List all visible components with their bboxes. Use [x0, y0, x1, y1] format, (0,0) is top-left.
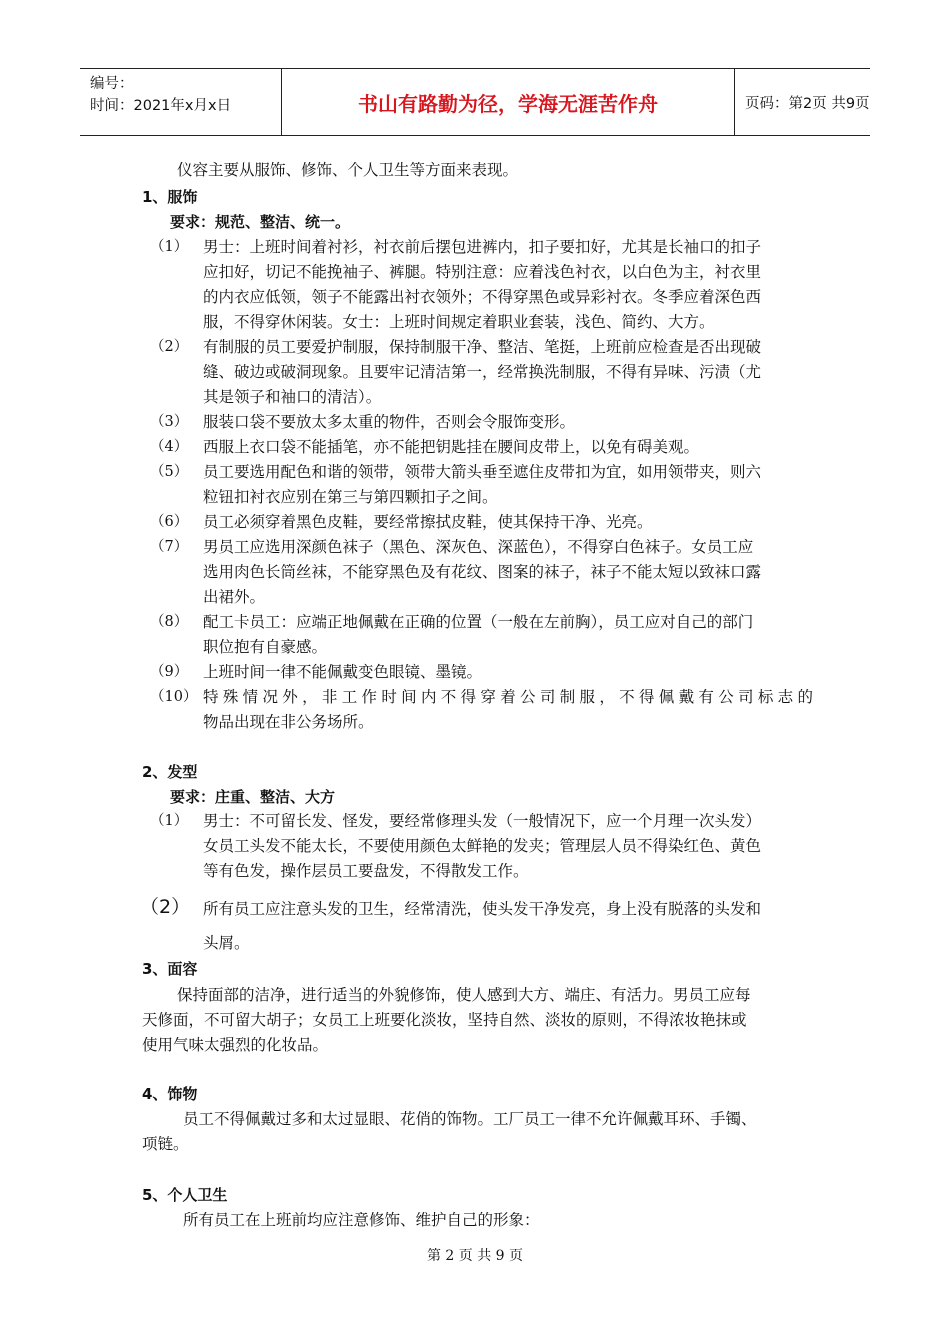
list-item-line: 其是领子和袖口的清洁）。 — [203, 388, 382, 406]
list-item-number: （2） — [150, 339, 189, 355]
section-5-title: 5、个人卫生 — [142, 1186, 228, 1204]
section-3-title: 3、面容 — [142, 960, 198, 978]
page-code: 页码：第2页 共9页 — [745, 95, 870, 112]
paragraph-line: 员工不得佩戴过多和太过显眼、花俏的饰物。工厂员工一律不允许佩戴耳环、手镯、 — [183, 1110, 757, 1128]
list-item-number: （5） — [150, 464, 189, 480]
list-item-line: 物品出现在非公务场所。 — [203, 713, 374, 731]
list-item-number: （3） — [150, 414, 189, 430]
list-item-number: （1） — [150, 813, 189, 829]
list-item-number: （4） — [150, 439, 189, 455]
list-item-line: 出裙外。 — [203, 588, 266, 606]
list-item-line: 男士：不可留长发、怪发，要经常修理头发（一般情况下，应一个月理一次头发） — [203, 812, 762, 830]
paragraph-line: 使用气味太强烈的化妆品。 — [142, 1036, 329, 1054]
list-item-line: 员工必须穿着黑色皮鞋，要经常擦拭皮鞋，使其保持干净、光亮。 — [203, 513, 653, 531]
header-meta — [80, 69, 282, 135]
document-header — [80, 68, 870, 136]
list-item-line: 女员工头发不能太长，不要使用颜色太鲜艳的发夹；管理层人员不得染红色、黄色 — [203, 837, 762, 855]
list-item-line — [203, 687, 813, 707]
list-item-line: 员工要选用配色和谐的领带，领带大箭头垂至遮住皮带扣为宜，如用领带夹，则六 — [203, 463, 762, 481]
list-item-line-justified: 特殊情况外，非工作时间内不得穿着公司制服，不得佩戴有公司标志的 — [203, 688, 813, 706]
list-item-number: （9） — [150, 664, 189, 680]
section-2-requirement: 要求：庄重、整洁、大方 — [170, 788, 336, 806]
paragraph-line: 保持面部的洁净，进行适当的外貌修饰，使人感到大方、端庄、有活力。男员工应每 — [177, 986, 751, 1004]
intro-text: 仪容主要从服饰、修饰、个人卫生等方面来表现。 — [177, 161, 519, 179]
paragraph-line: 天修面，不可留大胡子；女员工上班要化淡妆，坚持自然、淡妆的原则，不得浓妆艳抹或 — [142, 1011, 747, 1029]
list-item-line: 西服上衣口袋不能插笔，亦不能把钥匙挂在腰间皮带上，以免有碍美观。 — [203, 438, 700, 456]
list-item-line: 的内衣应低领，领子不能露出衬衣领外；不得穿黑色或异彩衬衣。冬季应着深色西 — [203, 288, 762, 306]
list-item-number: （8） — [150, 614, 189, 630]
list-item-line: 配工卡员工：应端正地佩戴在正确的位置（一般在左前胸），员工应对自己的部门 — [203, 613, 754, 631]
paragraph-line: 项链。 — [142, 1135, 189, 1153]
list-item-number: （7） — [150, 539, 189, 555]
list-item-number: （1） — [150, 239, 189, 255]
list-item-line: 所有员工应注意头发的卫生，经常清洗，使头发干净发亮，身上没有脱落的头发和 — [203, 900, 762, 918]
list-item-number: （2） — [140, 896, 191, 918]
section-4-title: 4、饰物 — [142, 1085, 198, 1103]
list-item-line: 男员工应选用深颜色袜子（黑色、深灰色、深蓝色），不得穿白色袜子。女员工应 — [203, 538, 754, 556]
list-item-line: 有制服的员工要爱护制服，保持制服干净、整洁、笔挺，上班前应检查是否出现破 — [203, 338, 762, 356]
list-item-number: （10） — [150, 689, 198, 705]
list-item-line: 应扣好，切记不能挽袖子、裤腿。特别注意：应着浅色衬衣，以白色为主，衬衣里 — [203, 263, 762, 281]
list-item-line: 选用肉色长筒丝袜，不能穿黑色及有花纹、图案的袜子，袜子不能太短以致袜口露 — [203, 563, 762, 581]
list-item-line: 上班时间一律不能佩戴变色眼镜、墨镜。 — [203, 663, 483, 681]
list-item-line: 粒钮扣衬衣应别在第三与第四颗扣子之间。 — [203, 488, 498, 506]
list-item-line: 男士：上班时间着衬衫，衬衣前后摆包进裤内，扣子要扣好，尤其是长袖口的扣子 — [203, 238, 762, 256]
number-label: 编号： — [90, 76, 134, 92]
section-1-requirement: 要求：规范、整洁、统一。 — [170, 213, 351, 231]
list-item-line: 头屑。 — [203, 934, 250, 952]
section-1-title: 1、服饰 — [142, 188, 198, 206]
list-item-line: 职位抱有自豪感。 — [203, 638, 328, 656]
list-item-number: （6） — [150, 514, 189, 530]
list-item-line: 服，不得穿休闲装。女士：上班时间规定着职业套装，浅色、简约、大方。 — [203, 313, 715, 331]
list-item-line: 服装口袋不要放太多太重的物件，否则会令服饰变形。 — [203, 413, 576, 431]
list-item-line: 缝、破边或破洞现象。且要牢记清洁第一，经常换洗制服，不得有异味、污渍（尤 — [203, 363, 762, 381]
paragraph-line: 所有员工在上班前均应注意修饰、维护自己的形象： — [183, 1211, 540, 1229]
list-item-line: 等有色发，操作层员工要盘发，不得散发工作。 — [203, 862, 529, 880]
page-footer: 第 2 页 共 9 页 — [426, 1248, 524, 1264]
motto: 书山有路勤为径，学海无涯苦作舟 — [282, 69, 735, 135]
time-label: 时间：2021年x月x日 — [90, 98, 232, 114]
section-2-title: 2、发型 — [142, 763, 198, 781]
